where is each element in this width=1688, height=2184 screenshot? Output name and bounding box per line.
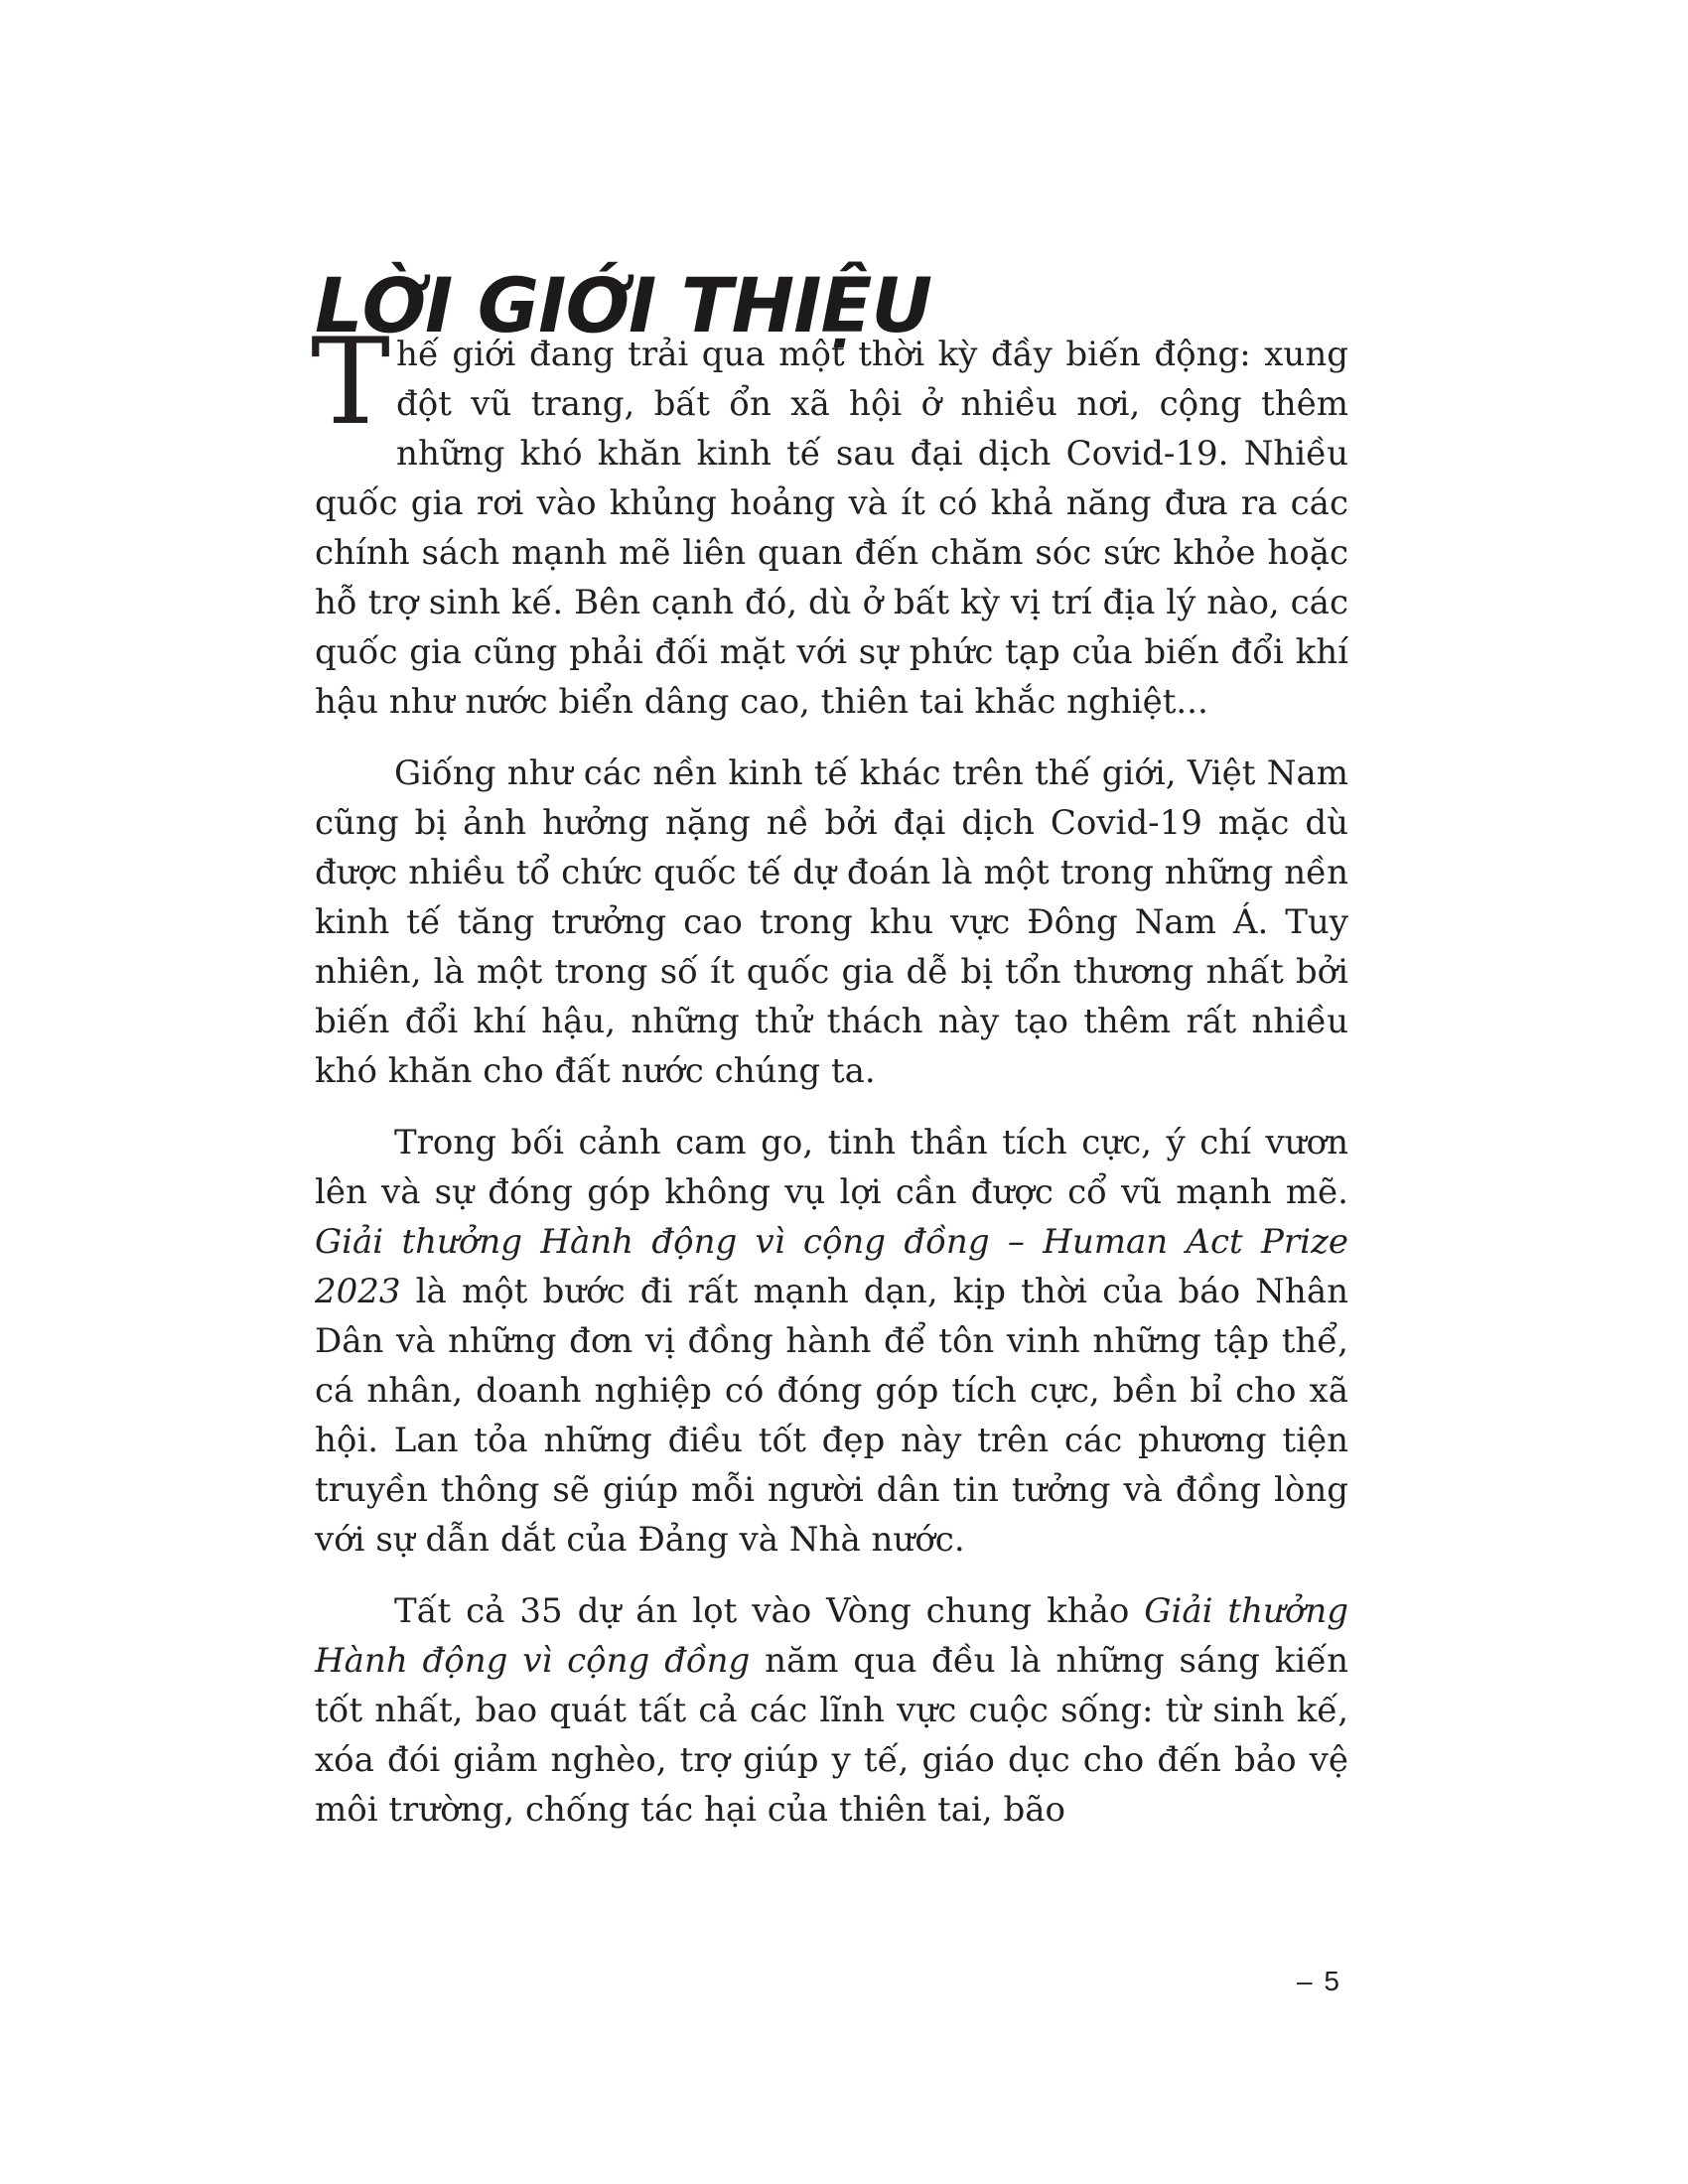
paragraph-2: Giống như các nền kinh tế khác trên thế giới, Việt Nam cũng bị ảnh hưởng nặng nề bởi đại dịch Covid-19 mặc dù được nhiều tổ chức quốc tế dự đoán là một trong những nền kinh tế tăng trưởng cao trong khu vực Đông Nam Á. Tuy nhiên, là một trong số ít quốc gia dễ bị tổn thương nhất bởi biến đổi khí hậu, những thử thách này tạo thêm rất nhiều khó khăn cho đất nước chúng ta. bbox=[315, 753, 1348, 1091]
paragraph-1 bbox=[311, 314, 1348, 727]
paragraph-4 bbox=[315, 1586, 1348, 1835]
page-number: – 5 bbox=[1297, 1966, 1341, 1996]
drop-cap: T bbox=[311, 314, 391, 452]
paragraph-4-text-a: Tất cả 35 dự án lọt vào Vòng chung khảo bbox=[394, 1591, 1145, 1631]
paragraph-1-text: hế giới đang trải qua một thời kỳ đầy biến động: xung đột vũ trang, bất ổn xã hội ở nhiều nơi, cộng thêm những khó khăn kinh tế sau đại dịch Covid-19. Nhiều quốc gia rơi vào khủng hoảng và ít có khả năng đưa ra các chính sách mạnh mẽ liên quan đến chăm sóc sức khỏe hoặc hỗ trợ sinh kế. Bên cạnh đó, dù ở bất kỳ vị trí địa lý nào, các quốc gia cũng phải đối mặt với sự phức tạp của biến đổi khí hậu như nước biển dâng cao, thiên tai khắc nghiệt... bbox=[315, 335, 1348, 722]
paragraph-3-text-a: Trong bối cảnh cam go, tinh thần tích cực, ý chí vươn lên và sự đóng góp không vụ lợi cần được cổ vũ mạnh mẽ. bbox=[315, 1123, 1348, 1212]
body-text bbox=[311, 314, 1349, 1835]
paragraph-3 bbox=[315, 1118, 1348, 1565]
chapter-title: LỜI GIỚI THIỆU bbox=[315, 261, 932, 349]
award-name-full: Giải thưởng Hành động vì cộng đồng – Human Act Prize 2023 bbox=[315, 1222, 1348, 1311]
paragraph-4-text-b: năm qua đều là những sáng kiến tốt nhất, bao quát tất cả các lĩnh vực cuộc sống: từ sinh kế, xóa đói giảm nghèo, trợ giúp y tế, giáo dục cho đến bảo vệ môi trường, chống tác hại của thiên tai, bão bbox=[315, 1641, 1349, 1830]
award-name-short: Giải thưởng Hành động vì cộng đồng bbox=[315, 1591, 1348, 1681]
paragraph-3-text-b: là một bước đi rất mạnh dạn, kịp thời của báo Nhân Dân và những đơn vị đồng hành để tôn vinh những tập thể, cá nhân, doanh nghiệp có đóng góp tích cực, bền bỉ cho xã hội. Lan tỏa những điều tốt đẹp này trên các phương tiện truyền thông sẽ giúp mỗi người dân tin tưởng và đồng lòng với sự dẫn dắt của Đảng và Nhà nước. bbox=[315, 1272, 1348, 1560]
